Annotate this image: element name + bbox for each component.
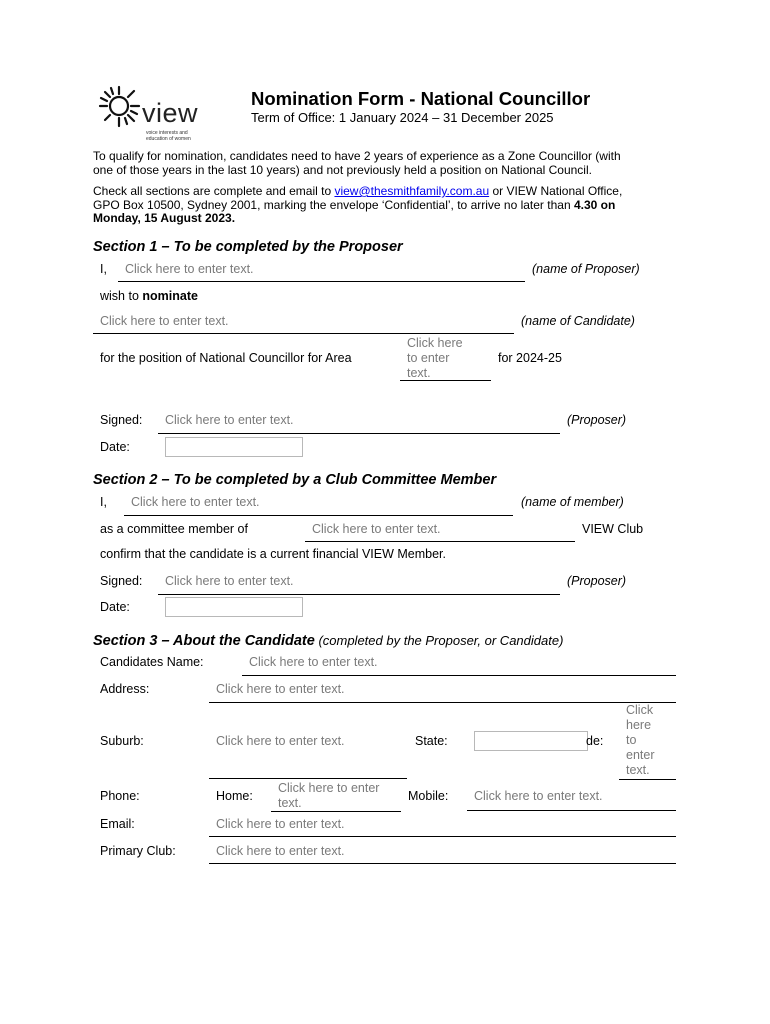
i-label: I, [100,495,107,509]
name-of-member-label: (name of member) [521,495,624,509]
deadline-text: Monday, 15 August 2023. [93,211,236,225]
postcode-underline [619,779,676,780]
address-label: Address: [100,682,150,696]
section3-heading-note: (completed by the Proposer, or Candidate) [314,633,564,648]
sunburst-icon [98,84,144,130]
logo-tagline: voice interests and [146,130,188,136]
signature-underline [158,433,560,434]
area-field-text: to enter [407,351,450,365]
postcode-field-text: enter [626,748,655,762]
mobile-underline [467,810,676,811]
suburb-field[interactable]: Click here to enter text. [216,734,345,748]
deadline-text: 4.30 on [573,197,616,212]
signed-label: Signed: [100,574,143,588]
address-field[interactable]: Click here to enter text. [216,682,345,696]
view-logo [98,84,208,144]
logo-tagline: education of women [146,136,191,142]
primary-club-field[interactable]: Click here to enter text. [216,844,345,858]
signature-underline [158,594,560,595]
proposer-note: (Proposer) [567,574,627,588]
instructions-text: or VIEW National Office, [489,184,623,198]
section1-heading: Section 1 – To be completed by the Proposer [93,239,403,255]
suburb-underline [209,778,407,779]
date-label: Date: [100,440,130,454]
section3-heading-text: Section 3 – About the Candidate [93,633,315,649]
name-of-proposer-label: (name of Proposer) [532,262,640,276]
proposer-signature-field[interactable]: Click here to enter text. [165,413,294,427]
i-label: I, [100,262,107,276]
intro-paragraph [93,150,693,177]
area-field-text: text. [407,366,431,380]
page-title: Nomination Form - National Councillor [251,88,591,109]
email-field[interactable]: Click here to enter text. [216,817,345,831]
phone-label: Phone: [100,789,140,803]
wish-to-text: wish to [100,289,143,303]
home-label: Home: [216,789,253,803]
home-phone-field[interactable] [278,781,379,811]
intro-line: To qualify for nomination, candidates need to have 2 years of experience as a Zone Councillor (with [93,149,621,163]
state-label: State: [415,734,448,748]
date-label: Date: [100,600,130,614]
primary-club-underline [209,863,676,864]
instructions-text: GPO Box 10500, Sydney 2001, marking the envelope ‘Confidential’, to arrive no later than [93,197,574,212]
signed-label: Signed: [100,413,143,427]
primary-club-label: Primary Club: [100,844,176,858]
candidate-name-underline [93,333,514,334]
home-phone-underline [271,811,401,812]
proposer-note: (Proposer) [567,413,627,427]
date-field[interactable] [165,597,303,617]
candidates-name-underline [242,675,676,676]
postcode-field[interactable] [626,703,655,778]
candidates-name-field[interactable]: Click here to enter text. [249,655,378,669]
date-field[interactable] [165,437,303,457]
proposer-name-underline [118,281,525,282]
intro-line: one of those years in the last 10 years) and not previously held a position on National Council. [93,162,592,177]
email-underline [209,836,676,837]
state-field[interactable] [474,731,588,751]
candidates-name-label: Candidates Name: [100,655,204,669]
section3-heading [93,633,563,649]
proposer-name-field[interactable]: Click here to enter text. [125,262,254,276]
area-underline [400,380,491,381]
term-of-office: Term of Office: 1 January 2024 – 31 December 2025 [251,110,554,125]
postcode-field-text: text. [626,763,650,777]
member-signature-field[interactable]: Click here to enter text. [165,574,294,588]
postcode-field-text: Click [626,703,654,717]
mobile-field[interactable]: Click here to enter text. [474,789,603,803]
instructions-paragraph [93,185,703,226]
committee-label: as a committee member of [100,522,248,536]
logo-wordmark: view [142,98,199,128]
home-phone-field-text: Click here to enter [278,781,380,795]
confirm-text: confirm that the candidate is a current financial VIEW Member. [100,547,446,561]
wish-to-label [100,289,198,303]
club-name-field[interactable]: Click here to enter text. [312,522,441,536]
member-name-underline [124,515,513,516]
section2-heading: Section 2 – To be completed by a Club Committee Member [93,472,497,488]
view-club-label: VIEW Club [582,522,644,536]
instructions-text: Check all sections are complete and email to [93,184,335,198]
club-name-underline [305,541,575,542]
mobile-label: Mobile: [408,789,449,803]
nominate-text: nominate [142,289,198,303]
postcode-label: de: [586,734,604,748]
suburb-label: Suburb: [100,734,144,748]
postcode-field-text: to [626,733,637,747]
postcode-field-text: here [626,718,652,732]
member-name-field[interactable]: Click here to enter text. [131,495,260,509]
area-field[interactable] [407,336,463,381]
email-label: Email: [100,817,135,831]
for-year-label: for 2024-25 [498,351,562,365]
area-field-text: Click here [407,336,463,350]
name-of-candidate-label: (name of Candidate) [521,314,635,328]
address-underline [209,702,676,703]
position-label: for the position of National Councillor for Area [100,351,352,365]
candidate-name-field[interactable]: Click here to enter text. [100,314,229,328]
home-phone-field-text: text. [278,796,302,810]
email-link[interactable]: view@thesmithfamily.com.au [334,184,490,198]
